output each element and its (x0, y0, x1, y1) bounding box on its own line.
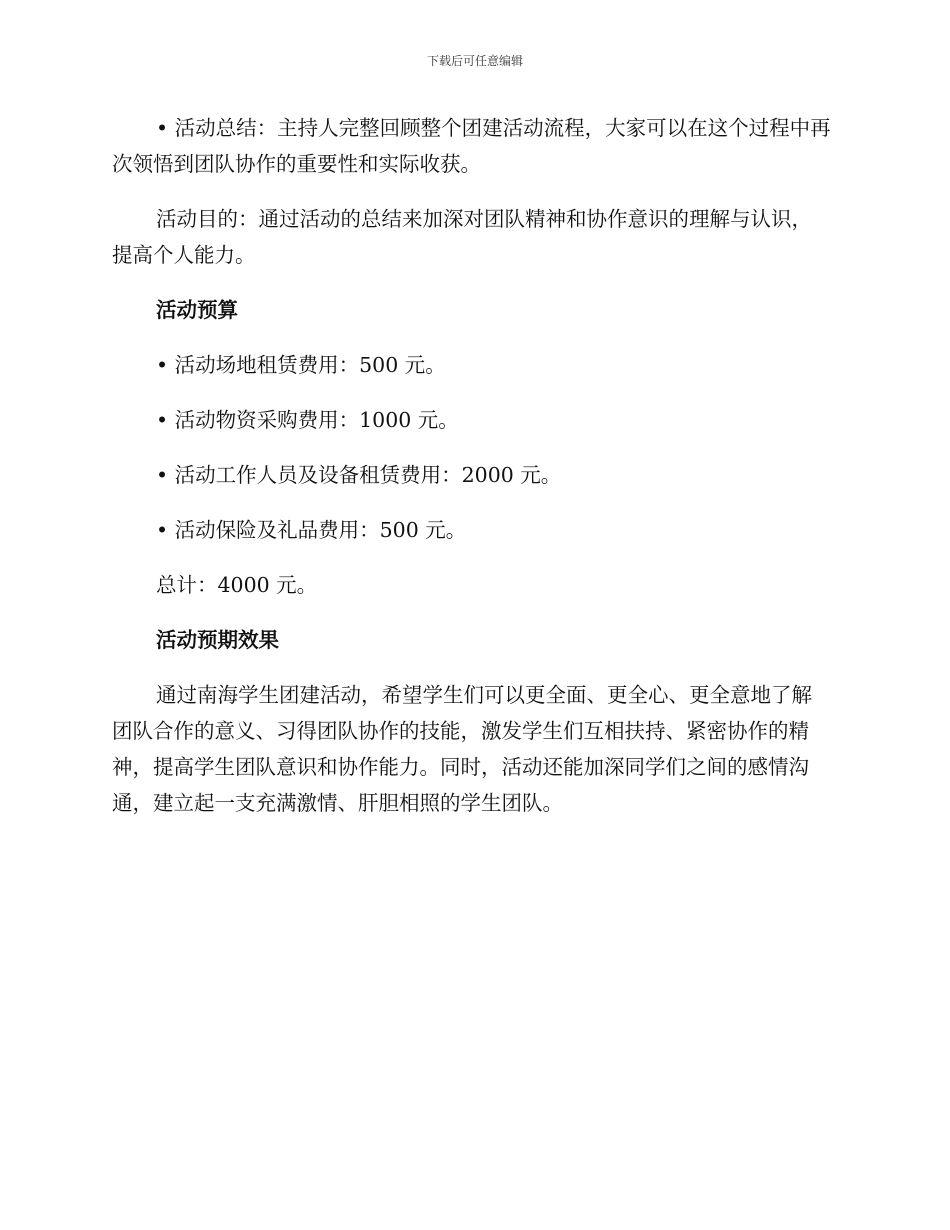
budget-heading: 活动预算 (156, 298, 238, 322)
page-header: 下载后可任意编辑 (426, 54, 523, 68)
document-body (112, 110, 832, 821)
summary-paragraph: • 活动总结：主持人完整回顾整个团建活动流程，大家可以在这个过程中再次领悟到团队协作的重要性和实际收获。 (112, 116, 831, 176)
effect-heading: 活动预期效果 (156, 628, 279, 652)
budget-item: • 活动工作人员及设备租赁费用：2000 元。 (156, 463, 562, 487)
budget-total: 总计：4000 元。 (156, 573, 318, 597)
effect-paragraph: 通过南海学生团建活动，希望学生们可以更全面、更全心、更全意地了解团队合作的意义、习得团队协作的技能，激发学生们互相扶持、紧密协作的精神，提高学生团队意识和协作能力。同时，活动还能加深同学们之间的感情沟通，建立起一支充满激情、肝胆相照的学生团队。 (112, 683, 812, 815)
budget-item: • 活动物资采购费用：1000 元。 (156, 408, 459, 432)
budget-item: • 活动保险及礼品费用：500 元。 (156, 518, 467, 542)
budget-item: • 活动场地租赁费用：500 元。 (156, 353, 446, 377)
purpose-paragraph: 活动目的：通过活动的总结来加深对团队精神和协作意识的理解与认识，提高个人能力。 (112, 207, 812, 267)
